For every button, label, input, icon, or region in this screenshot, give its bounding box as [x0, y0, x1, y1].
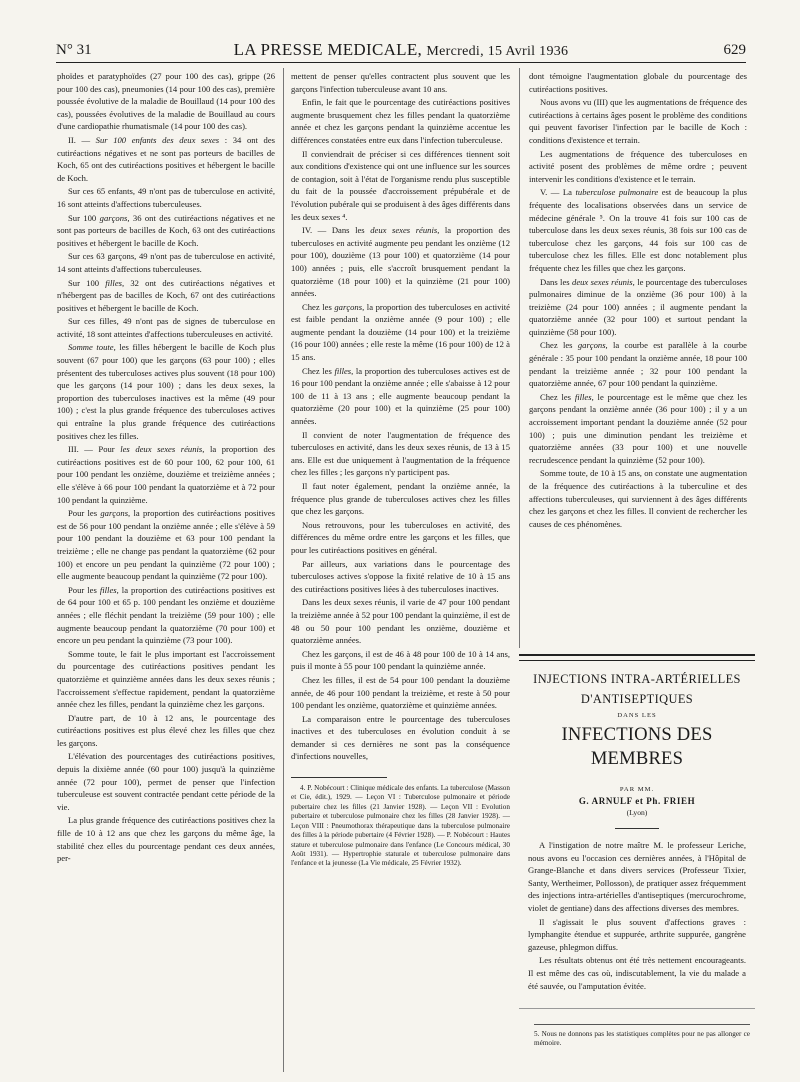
paragraph	[57, 507, 275, 583]
paragraph	[57, 648, 275, 711]
paragraph-lead: Chez les	[540, 391, 575, 402]
paragraph	[291, 558, 510, 596]
paragraph	[57, 712, 275, 750]
paragraph-lead: IV. — Dans les	[302, 225, 371, 236]
article-authors: G. ARNULF et Ph. FRIEH	[578, 796, 696, 806]
paragraph	[529, 276, 747, 339]
paragraph-text: Par ailleurs, aux variations dans le pourcentage des tuberculoses actives s'oppose la fixité relative de 10 à 15 ans des cutiréactions positives liées à des tuberculoses inactives.	[291, 558, 510, 594]
paragraph-text: , 36 ont des cutiréactions négatives et ne sont pas porteurs de bacilles de Koch, 63 ont des cutiréactions positives et hébergent le bacille de Koch.	[57, 212, 275, 248]
paragraph-lead: Pour les	[68, 584, 100, 595]
paragraph-text: L'élévation des pourcentages des cutiréactions positives, depuis la dixième année (60 pour 100) jusqu'à la quinzième année (72 pour 100), permet de penser que l'infection tuberculeuse est souvent contractée pendant cette période de la vie.	[57, 751, 275, 812]
column-divider	[519, 68, 520, 648]
paragraph	[291, 148, 510, 224]
emphasis: les deux sexes réunis	[120, 444, 203, 455]
column-2-body	[291, 70, 510, 763]
emphasis: garçons	[99, 212, 128, 223]
paragraph-text: , la proportion des cutiréactions positives est de 60 pour 100, 62 pour 100, 61 pour 100 pendant les onzième, douzième et treizième années ; elle s'élève à 66 pour 100 pendant la quatorzième et à 72 pour 100 pendant la quinzième.	[57, 444, 275, 505]
article-byline-prefix: PAR MM.	[619, 786, 655, 793]
page-header	[56, 40, 746, 63]
article-title-line-1: INJECTIONS INTRA-ARTÉRIELLES	[533, 672, 741, 686]
paragraph	[57, 134, 275, 184]
paragraph-lead: Sur 100	[68, 277, 106, 288]
journal-title: LA PRESSE MEDICALE,	[233, 40, 423, 59]
paragraph-text: Somme toute, de 10 à 15 ans, on constate une augmentation de la fréquence des cutiréactions à la tuberculine et des affections tuberculeuses, qui surviennent à des âges différents chez les garçons et chez les filles. Il convient de rechercher les causes de ces phénomènes.	[529, 468, 747, 529]
paragraph	[57, 250, 275, 275]
paragraph-text: D'autre part, de 10 à 12 ans, le pourcentage des cutiréactions positives est plus élevé chez les filles que chez les garçons.	[57, 712, 275, 748]
paragraph	[57, 212, 275, 250]
paragraph	[291, 224, 510, 300]
paragraph	[291, 519, 510, 557]
paragraph-lead: Chez les	[302, 365, 335, 376]
footnote-5: 5. Nous ne donnons pas les statistiques complètes pour ne pas allonger ce mémoire.	[534, 1024, 750, 1049]
article-block	[519, 654, 755, 1009]
article-title-connector: DANS LES	[617, 712, 657, 719]
paragraph-text: : 34 ont des cutiréactions négatives et ne sont pas porteurs de bacilles de Koch, 65 ont des cutiréactions positives et hébergent le bacille de Koch.	[57, 134, 275, 183]
emphasis: deux sexes réunis	[572, 276, 633, 287]
paragraph	[57, 70, 275, 133]
paragraph	[529, 467, 747, 530]
paragraph-text: Sur ces filles, 49 n'ont pas de signes de tuberculose en activité, 18 sont atteintes d'affections tuberculeuses en activité.	[57, 316, 275, 339]
page-number: 629	[723, 42, 746, 58]
heading-rule	[615, 828, 659, 829]
paragraph-text: Somme toute, le fait le plus important est l'accroissement du pourcentage des cutiréactions positives pendant les quatorzième et quinzième années dans les deux sexes réunis ; l'accroissement s'effectue rapidement, pendant la quatorzième année chez les filles, pendant la quinzième chez les garçons.	[57, 648, 275, 710]
paragraph-lead: V. — La	[540, 187, 576, 198]
paragraph-text: La comparaison entre le pourcentage des tuberculoses inactives et des tuberculoses en évolution conduit à se demander si ces dernières ne sont pas la conséquence d'infections nouvelles,	[291, 713, 510, 762]
paragraph	[291, 301, 510, 364]
paragraph	[291, 713, 510, 763]
paragraph	[529, 339, 747, 389]
article-heading	[519, 660, 755, 829]
emphasis: Somme toute	[68, 342, 114, 353]
emphasis: deux sexes réunis	[370, 225, 438, 236]
paragraph	[291, 674, 510, 712]
paragraph-text: est de beaucoup la plus fréquente des localisations observées dans un service de médecine générale ⁵. On la trouve 41 fois sur 100 cas de tuberculose dans les deux sexes réunis, 38 fois sur 100 cas de tuberculose chez les garçons, 44 fois sur 100 cas de tuberculose chez les filles. Elle est donc notablement plus fréquente chez les filles que chez les garçons.	[529, 187, 747, 273]
paragraph	[291, 596, 510, 646]
paragraph-text: mettent de penser qu'elles contractent plus souvent que les garçons l'infection tuberculeuse avant 10 ans.	[291, 71, 510, 94]
paragraph-text: Sur ces 65 enfants, 49 n'ont pas de tuberculose en activité, 16 sont atteints d'affections tuberculeuses.	[57, 186, 275, 209]
paragraph-lead: Sur 100	[68, 212, 100, 223]
article-paragraph: Les résultats obtenus ont été très nettement encourageants. Il est même des cas où, indiscutablement, la vie du malade a été sauvée, ou l'amputation évitée.	[528, 955, 746, 991]
paragraph-text: , la proportion des cutiréactions positives est de 56 pour 100 pendant la onzième année ; elle s'élève à 59 pour 100 pendant la douzième et 63 pour 100 pendant la treizième ; elle ne change pas pendant la quatorzième (62 pour 100) et encore un peu pendant la quinzième (72 pour 100) ; elle augmente beaucoup pendant la quinzième (72 pour 100).	[57, 508, 275, 582]
emphasis: filles	[105, 277, 122, 288]
emphasis: garçons	[334, 301, 363, 312]
paragraph-lead: Chez les	[302, 301, 335, 312]
paragraph	[291, 96, 510, 146]
paragraph	[291, 480, 510, 518]
paragraph	[57, 277, 275, 315]
paragraph	[529, 148, 747, 186]
paragraph-text: La plus grande fréquence des cutiréactions positives chez la fille de 10 à 12 ans que chez les garçons du même âge, la stabilité chez elles du pourcentage pendant ces deux années, per-	[57, 815, 275, 864]
paragraph-text: Nous retrouvons, pour les tuberculoses en activité, des différences du même ordre entre les garçons et les filles, que pour les cutiréactions positives en général.	[291, 519, 510, 555]
emphasis: Sur 100 enfants des deux sexes	[95, 134, 220, 145]
paragraph	[57, 185, 275, 210]
paragraph	[291, 365, 510, 428]
paragraph	[529, 186, 747, 274]
article-paragraph: Il s'agissait le plus souvent d'affections graves : lymphangite étendue et suppurée, arthrite suppurée, gangrène gazeuse, phlegmon diffus.	[528, 916, 746, 952]
article-main-title: INFECTIONS DES MEMBRES	[561, 724, 713, 769]
emphasis: garçons	[577, 340, 606, 351]
paragraph-lead: Chez les	[540, 340, 578, 351]
paragraph-text: Nous avons vu (III) que les augmentations de fréquence des cutiréactions à certains âges posent le problème des conditions qui peuvent favoriser l'infection par le bacille de Koch : conditions d'existence et terrain.	[529, 97, 747, 145]
paragraph-text: Sur ces 63 garçons, 49 n'ont pas de tuberculose en activité, 14 sont atteints d'affections tuberculeuses.	[57, 251, 275, 274]
paragraph-text: Il faut noter également, pendant la onzième année, la fréquence plus grande de tuberculoses actives chez les filles que chez les garçons.	[291, 481, 510, 517]
emphasis: tuberculose pulmonaire	[575, 187, 659, 198]
paragraph-text: Enfin, le fait que le pourcentage des cutiréactions positives augmente brusquement chez les filles pendant la quatorzième année et chez les garçons pendant la quinzième accentue les différences constatées entre eux dans l'infection tuberculeuse.	[291, 97, 510, 145]
emphasis: filles	[574, 391, 592, 402]
paragraph-lead: III. — Pour	[68, 444, 121, 455]
paragraph-text: , 32 ont des cutiréactions négatives et n'hébergent pas de bacilles de Koch, 67 ont des cutiréactions positives et hébergent le bacille de Koch.	[57, 277, 275, 313]
paragraph-text: Chez les filles, il est de 54 pour 100 pendant la douzième année, de 46 pour 100 pendant la treizième, et reste à 50 pour 100 pendant les onzième, quatorzième et quinzième années.	[291, 674, 510, 711]
paragraph-lead: II. —	[68, 134, 96, 145]
emphasis: filles	[99, 584, 117, 595]
paragraph	[57, 814, 275, 864]
paragraph-text: , la proportion des cutiréactions positives est de 64 pour 100 et 65 p. 100 pendant les onzième et douzième années ; elle fléchit pendant la treizième (59 pour 100) ; elle augmente beaucoup pendant la quatorzième (70 pour 100) et encore un peu pendant la quinzième (73 pour 100).	[57, 584, 276, 646]
paragraph-text: dont témoigne l'augmentation globale du pourcentage des cutiréactions positives.	[529, 71, 747, 94]
issue-date: Mercredi, 15 Avril 1936	[426, 44, 569, 59]
column-divider	[283, 68, 284, 1072]
paragraph-text: , le pourcentage est le même que chez les garçons pendant la onzième année (36 pour 100) ; il y a un accroissement important pendant la douzième année (52 pour 100) ; puis une diminution pendant les treizième et quatorzième années (33 pour 100) et une nouvelle recrudescence pendant la quinzième (52 pour 100).	[529, 391, 747, 465]
paragraph-text: , les filles hébergent le bacille de Koch plus souvent (67 pour 100) que les garçons (63 pour 100) ; elles présentent des tuberculoses actives plus souvent (18 pour 100) que les garçons (14 pour 100) ; dans les deux sexes, la proportion des tuberculoses inactives est la même (49 pour 100) ; c'est la plus grande fréquence des tuberculoses actives qui entraîne la plus grande fréquence des cutiréactions positives chez les filles.	[57, 342, 275, 441]
paragraph	[529, 391, 747, 467]
paragraph	[57, 584, 275, 647]
journal-masthead	[56, 40, 746, 60]
paragraph-text: , la proportion des tuberculoses actives est de 16 pour 100 pendant la onzième année ; elle s'abaisse à 12 pour 100 de 11 à 13 ans ; elle augmente beaucoup pendant la quatorzième (20 pour 100) et la quinzième (25 pour 100) années.	[291, 365, 510, 427]
text-column-3	[529, 70, 747, 530]
paragraph	[57, 315, 275, 340]
paragraph-text: phoïdes et paratyphoïdes (27 pour 100 des cas), grippe (26 pour 100 des cas), pneumonies (14 pour 100 des cas), première poussée évolutive de la maladie de Bouillaud (14 pour 100 des cas), poussées évolutives de la maladie de Bouillaud au cours d'une cardiopathie rhumatismale (14 pour 100 des cas).	[57, 71, 275, 132]
paragraph-text: Il convient de noter l'augmentation de fréquence des tuberculoses en activité, dans les deux sexes réunis, de 13 à 15 ans. Elle est due uniquement à l'augmentation de la fréquence chez les filles ; les garçons n'y participent pas.	[291, 429, 510, 478]
paragraph	[57, 341, 275, 442]
paragraph-text: , la courbe est parallèle à la courbe générale : 35 pour 100 pendant la onzième année, 18 pour 100 pendant la treizième année ; 32 pour 100 pendant la quatorzième année, 67 pour 100 pendant la quinzième.	[529, 340, 747, 389]
paragraph-text: Les augmentations de fréquence des tuberculoses en activité posent des problèmes de même ordre ; peuvent intervenir les conditions d'existence et le terrain.	[529, 148, 747, 184]
text-column-1	[57, 70, 275, 865]
paragraph	[57, 750, 275, 813]
issue-number: N° 31	[56, 42, 92, 58]
paragraph	[291, 429, 510, 479]
paragraph	[291, 648, 510, 673]
paragraph	[291, 70, 510, 95]
paragraph	[529, 70, 747, 95]
paragraph-lead: Dans les	[540, 276, 573, 287]
footnote-4: 4. P. Nobécourt : Clinique médicale des enfants. La tuberculose (Masson et Cie, édit.), 1929. — Leçon VI : Tuberculose pulmonaire et période pubertaire chez les filles (21 Janvier 1928). — Leçon VII : Evolution pubertaire et tuberculose pulmonaire chez les filles (28 Janvier 1928). — Leçon VIII : Pneumothorax thérapeutique dans la tuberculose pulmonaire des filles à la période pubertaire (4 Février 1928). — P. Nobécourt : Hautes stature et tuberculose pulmonaire dans l'enfance (Le Concours médical, 30 Août 1931). — Hypertrophie staturale et tuberculose pulmonaire dans l'enfance et la jeunesse (La Vie médicale, 25 Février 1932).	[291, 784, 510, 868]
paragraph	[529, 96, 747, 146]
emphasis: filles	[334, 365, 352, 376]
paragraph	[57, 443, 275, 506]
paragraph-text: , le pourcentage des tuberculoses pulmonaires diminue de la onzième (36 pour 100) à la treizième (24 pour 100) années ; il augmente pendant la quatorzième année (32 pour 100) et surtout pendant la quinzième (58 pour 100).	[529, 276, 747, 337]
paragraph-text: , la proportion des tuberculoses en activité est faible pendant la onzième année (9 pour 100) ; elle augmente pendant la douzième (14 pour 100) et la treizième (16 pour 100) années ; elle reste la même (16 pour 100) de 12 à 15 ans.	[291, 301, 510, 363]
paragraph-text: , la proportion des tuberculoses en activité augmente peu pendant les onzième (12 pour 100), douzième (13 pour 100) et quatorzième (14 pour 100) années ; puis, elle s'accroît brusquement pendant la quatorzième (18 pour 100) et la quinzième (21 pour 100) années.	[291, 225, 510, 299]
article-paragraph: A l'instigation de notre maître M. le professeur Leriche, nous avons eu l'occasion ces dernières années, à l'Hôpital de Grange-Blanche et dans divers services (Professeur Tixier, Santy, Wertheimer, Pollosson), de pratiquer assez fréquemment des injections intra-artérielles d'antiseptiques (mercurochrome, violet de gentiane) dans des affections diverses des membres.	[528, 840, 746, 913]
emphasis: garçons	[100, 508, 129, 519]
paragraph-text: Il conviendrait de préciser si ces différences tiennent soit aux conditions d'existence qui ont une influence sur les sources de contagion, soit à l'état de l'organisme rendu plus susceptible du fait de la poussée d'accroissement prépubérale et de l'évolution pubérale qui se produisent à des âges différents dans les deux sexes ⁴.	[291, 148, 510, 222]
article-city: (Lyon)	[626, 808, 648, 817]
paragraph-text: Dans les deux sexes réunis, il varie de 47 pour 100 pendant la treizième année à 52 pour 100 pendant la quinzième, il est de 48 ou 50 pour 100 pendant les onzième, douzième et quatorzième années.	[291, 597, 510, 646]
article-body	[519, 839, 755, 992]
footnote-rule	[291, 777, 387, 778]
paragraph-lead: Pour les	[68, 508, 101, 519]
article-title-line-2: D'ANTISEPTIQUES	[580, 692, 694, 706]
text-column-2	[291, 70, 510, 869]
paragraph-text: Chez les garçons, il est de 46 à 48 pour 100 de 10 à 14 ans, puis il monte à 55 pour 100 pendant la quinzième année.	[291, 648, 510, 672]
